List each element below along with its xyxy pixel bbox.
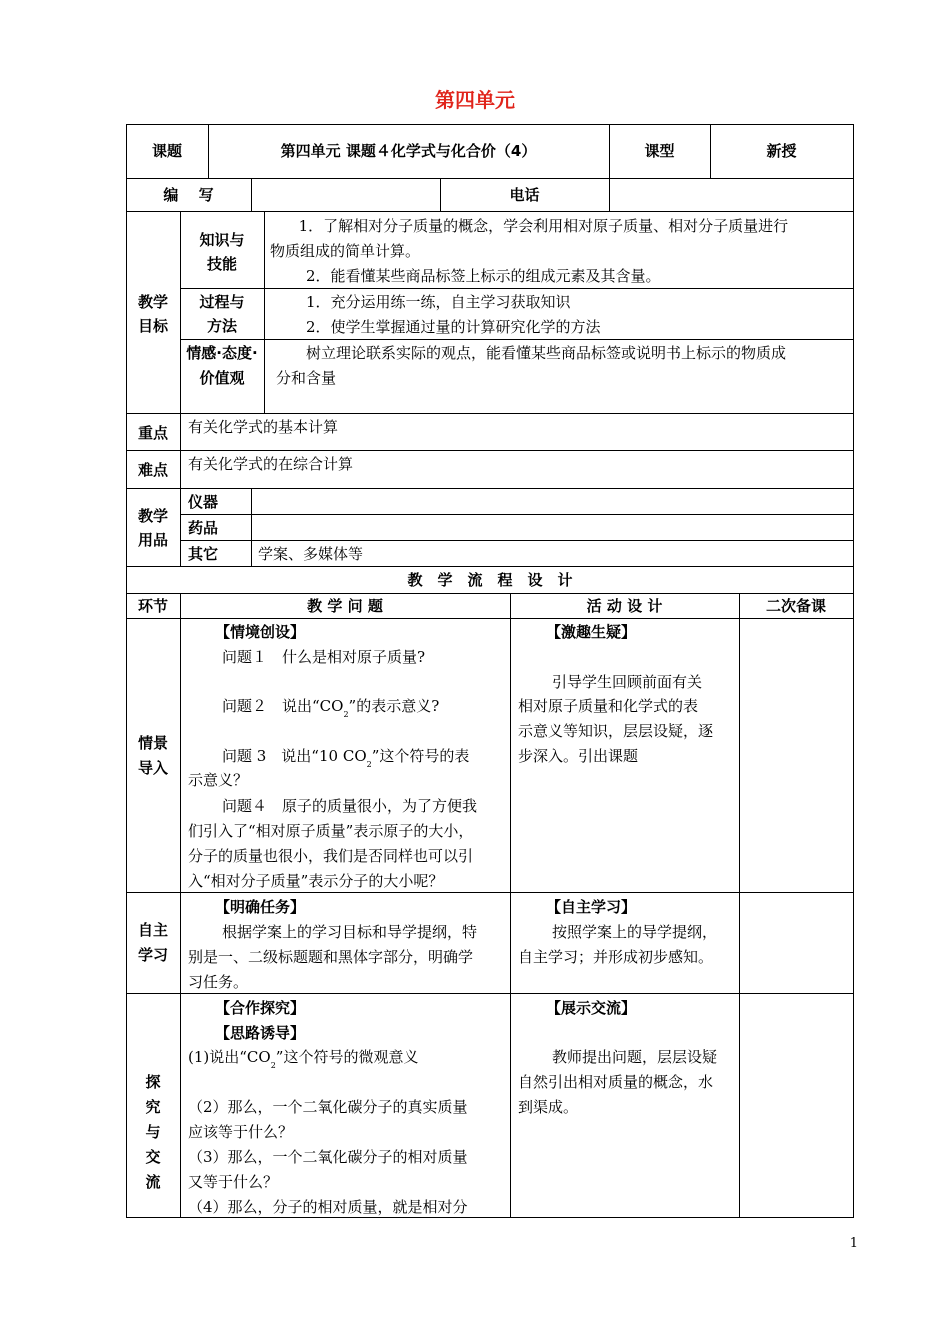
stage1-q3-line2: 示意义？ (188, 771, 249, 789)
stage2-q-line1: 根据学案上的学习目标和导学提纲，特 (222, 923, 478, 941)
stage1-a-line4: 步深入。引出课题 (518, 747, 639, 765)
knowledge-line-1: 1．了解相对分子质量的概念，学会利用相对原子质量、相对分子质量进行 (298, 217, 789, 235)
emotion-line-2: 分和含量 (276, 369, 337, 387)
stage3-a-heading: 【展示交流】 (546, 999, 637, 1017)
stage1-a-line2: 相对原子质量和化学式的表 (518, 697, 699, 715)
topic-label: 课题 (151, 142, 182, 160)
stage3-q-line2: 应该等于什么？ (188, 1123, 294, 1141)
stage3-q-line3: （3）那么，一个二氧化碳分子的相对质量 (188, 1148, 468, 1166)
col-stage: 环节 (137, 597, 168, 615)
col-notes: 二次备课 (765, 597, 826, 615)
stage3-q-line1: （2）那么，一个二氧化碳分子的真实质量 (188, 1098, 468, 1116)
difficulty-value: 有关化学式的在综合计算 (188, 455, 354, 473)
drug-label: 药品 (188, 519, 219, 537)
stage3-a-line3: 到渠成。 (518, 1098, 579, 1116)
col-question: 教 学 问 题 (307, 597, 383, 615)
stage1-q2: 问题２ 说出“$CO_2$”的表示意义? (222, 697, 440, 719)
difficulty-label: 难点 (137, 461, 168, 479)
stage2-name: 自主学习 (137, 921, 168, 964)
key-value: 有关化学式的基本计算 (188, 418, 339, 436)
materials-label: 教学用品 (137, 507, 168, 549)
author-label: 编 写 (163, 186, 214, 204)
process-line-2: 2．使学生掌握通过量的计算研究化学的方法 (306, 318, 601, 336)
stage1-q1: 问题１ 什么是相对原子质量? (222, 648, 426, 666)
stage3-q1: (1)说出“$CO_2$”这个符号的微观意义 (188, 1048, 419, 1070)
topic-value: 第四单元 课题４化学式与化合价（4） (280, 142, 537, 160)
knowledge-label: 知识与技能 (199, 231, 245, 273)
stage2-a-line1: 按照学案上的导学提纲， (552, 923, 718, 941)
stage1-q4-line2: 们引入了“相对原子质量”表示原子的大小， (188, 822, 474, 840)
stage1-a-line1: 引导学生回顾前面有关 (552, 673, 703, 691)
stage3-q-line4: 又等于什么？ (188, 1173, 279, 1191)
stage1-q3: 问题 3 说出“10 $CO_2$”这个符号的表 (222, 747, 470, 769)
key-label: 重点 (137, 424, 168, 442)
stage3-name: 探究与交流 (145, 1073, 161, 1191)
stage2-a-heading: 【自主学习】 (546, 898, 637, 916)
stage1-a-heading: 【激趣生疑】 (546, 623, 637, 641)
knowledge-line-3: 2．能看懂某些商品标签上标示的组成元素及其含量。 (306, 267, 661, 285)
flow-title: 教 学 流 程 设 计 (407, 571, 573, 589)
stage3-a-line2: 自然引出相对质量的概念，水 (518, 1073, 714, 1091)
type-label: 课型 (644, 142, 675, 160)
stage3-q-heading2: 【思路诱导】 (215, 1024, 306, 1042)
type-value: 新授 (766, 142, 797, 160)
process-line-1: 1．充分运用练一练，自主学习获取知识 (306, 293, 571, 311)
col-activity: 活 动 设 计 (586, 597, 663, 615)
stage1-name: 情景导入 (137, 734, 168, 777)
other-value: 学案、多媒体等 (258, 545, 364, 563)
phone-label: 电话 (509, 186, 540, 204)
stage1-q4-line4: 入“相对分子质量”表示分子的大小呢？ (188, 872, 444, 890)
instrument-label: 仪器 (188, 493, 219, 511)
stage3-q-heading1: 【合作探究】 (215, 999, 306, 1017)
stage2-a-line2: 自主学习；并形成初步感知。 (518, 948, 714, 966)
stage1-q4-line3: 分子的质量也很小，我们是否同样也可以引 (188, 847, 474, 865)
stage3-q-line5: （4）那么，分子的相对质量，就是相对分 (188, 1198, 468, 1216)
emotion-line-1: 树立理论联系实际的观点，能看懂某些商品标签或说明书上标示的物质成 (306, 344, 787, 362)
other-label: 其它 (188, 545, 219, 563)
process-label: 过程与方法 (199, 293, 245, 335)
stage2-q-line2: 别是一、二级标题题和黑体字部分，明确学 (188, 948, 474, 966)
stage3-a-line1: 教师提出问题，层层设疑 (552, 1048, 718, 1066)
goals-label: 教学目标 (137, 293, 168, 335)
stage1-a-line3: 示意义等知识，层层设疑，逐 (518, 722, 714, 740)
stage1-q4-line1: 问题４ 原子的质量很小，为了方便我 (222, 797, 478, 815)
page-number: 1 (849, 1236, 858, 1251)
stage1-q-heading: 【情境创设】 (215, 623, 306, 641)
stage2-q-line3: 习任务。 (188, 973, 249, 991)
knowledge-line-2: 物质组成的简单计算。 (270, 242, 421, 260)
document-title: 第四单元 (435, 88, 515, 112)
stage2-q-heading: 【明确任务】 (215, 898, 306, 916)
emotion-label: 情感·态度·价值观 (186, 344, 258, 387)
